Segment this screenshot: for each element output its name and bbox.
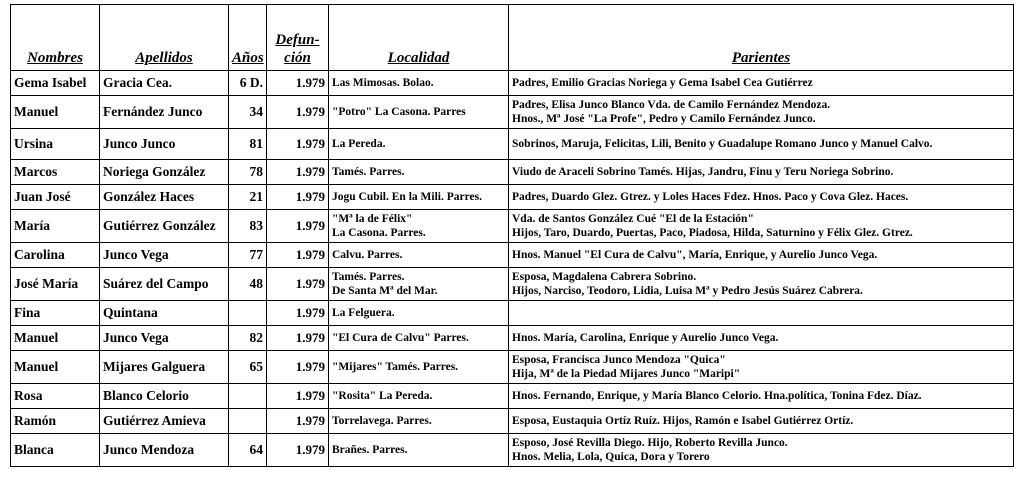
table-row: [11, 243, 1014, 268]
cell-anos: 6 D.: [229, 71, 267, 96]
header-parientes: Parientes: [509, 5, 1014, 71]
localidad-line: "Potro" La Casona. Parres: [332, 106, 466, 118]
cell-localidad: [329, 210, 509, 243]
header-defuncion-line1: Defun-: [275, 32, 320, 48]
cell-anos: 81: [229, 129, 267, 160]
table-row: [11, 210, 1014, 243]
cell-defuncion: 1.979: [267, 210, 329, 243]
cell-localidad: [329, 129, 509, 160]
cell-localidad: [329, 160, 509, 185]
table-row: [11, 351, 1014, 384]
table-row: [11, 160, 1014, 185]
parientes-line: Sobrinos, Maruja, Felicitas, Lili, Benito y Guadalupe Romano Junco y Manuel Calvo.: [512, 138, 933, 150]
parientes-line: Hnos., Mª José "La Profe", Pedro y Camilo Fernández Junco.: [512, 113, 816, 125]
header-localidad: Localidad: [329, 5, 509, 71]
cell-apellidos: Junco Vega: [100, 243, 229, 268]
cell-defuncion: 1.979: [267, 351, 329, 384]
cell-localidad: [329, 409, 509, 434]
parientes-line: Esposa, Eustaquia Ortíz Ruíz. Hijos, Ramón e Isabel Gutiérrez Ortíz.: [512, 415, 854, 427]
cell-parientes: [509, 185, 1014, 210]
cell-nombre: Blanca: [11, 434, 100, 467]
localidad-line: La Pereda.: [332, 138, 386, 150]
table-row: [11, 268, 1014, 301]
cell-anos: [229, 409, 267, 434]
cell-nombre: María: [11, 210, 100, 243]
death-register-table: [10, 4, 1014, 467]
cell-apellidos: Gutiérrez Amieva: [100, 409, 229, 434]
cell-defuncion: 1.979: [267, 409, 329, 434]
cell-anos: 21: [229, 185, 267, 210]
cell-defuncion: 1.979: [267, 243, 329, 268]
cell-anos: 77: [229, 243, 267, 268]
cell-parientes: [509, 71, 1014, 96]
cell-parientes: [509, 434, 1014, 467]
cell-nombre: Manuel: [11, 351, 100, 384]
parientes-line: Viudo de Araceli Sobrino Tamés. Hijas, Jandru, Finu y Teru Noriega Sobrino.: [512, 166, 894, 178]
localidad-line: Jogu Cubil. En la Mili. Parres.: [332, 191, 482, 203]
localidad-line: Las Mimosas. Bolao.: [332, 77, 434, 89]
cell-nombre: Manuel: [11, 96, 100, 129]
cell-localidad: [329, 185, 509, 210]
cell-localidad: [329, 326, 509, 351]
table-row: [11, 434, 1014, 467]
cell-nombre: Ramón: [11, 409, 100, 434]
cell-localidad: [329, 243, 509, 268]
cell-parientes: [509, 409, 1014, 434]
parientes-line: Padres, Emilio Gracias Noriega y Gema Isabel Cea Gutiérrez: [512, 77, 813, 89]
cell-parientes: [509, 384, 1014, 409]
cell-parientes: [509, 301, 1014, 326]
cell-anos: 78: [229, 160, 267, 185]
cell-parientes: [509, 268, 1014, 301]
cell-nombre: Fina: [11, 301, 100, 326]
cell-nombre: Gema Isabel: [11, 71, 100, 96]
cell-defuncion: 1.979: [267, 301, 329, 326]
localidad-line: Brañes. Parres.: [332, 444, 408, 456]
table-row: [11, 301, 1014, 326]
cell-defuncion: 1.979: [267, 71, 329, 96]
cell-defuncion: 1.979: [267, 160, 329, 185]
localidad-line: "Mª la de Félix": [332, 213, 413, 225]
cell-nombre: Ursina: [11, 129, 100, 160]
cell-defuncion: 1.979: [267, 326, 329, 351]
cell-defuncion: 1.979: [267, 268, 329, 301]
localidad-line: La Casona. Parres.: [332, 227, 426, 239]
cell-defuncion: 1.979: [267, 185, 329, 210]
cell-parientes: [509, 160, 1014, 185]
localidad-line: "El Cura de Calvu" Parres.: [332, 332, 469, 344]
header-anos: Años: [229, 5, 267, 71]
cell-parientes: [509, 210, 1014, 243]
cell-nombre: Carolina: [11, 243, 100, 268]
localidad-line: Calvu. Parres.: [332, 249, 403, 261]
cell-nombre: José María: [11, 268, 100, 301]
localidad-line: Tamés. Parres.: [332, 166, 405, 178]
cell-anos: 34: [229, 96, 267, 129]
cell-defuncion: 1.979: [267, 96, 329, 129]
cell-defuncion: 1.979: [267, 384, 329, 409]
localidad-line: "Rosita" La Pereda.: [332, 390, 433, 402]
cell-parientes: [509, 96, 1014, 129]
table-row: [11, 409, 1014, 434]
cell-apellidos: Junco Mendoza: [100, 434, 229, 467]
cell-apellidos: Fernández Junco: [100, 96, 229, 129]
table-row: [11, 129, 1014, 160]
cell-localidad: [329, 301, 509, 326]
cell-localidad: [329, 96, 509, 129]
parientes-line: Esposo, José Revilla Diego. Hijo, Roberto Revilla Junco.: [512, 437, 788, 449]
cell-apellidos: Blanco Celorio: [100, 384, 229, 409]
cell-apellidos: Suárez del Campo: [100, 268, 229, 301]
cell-apellidos: Gutiérrez González: [100, 210, 229, 243]
header-row: [11, 5, 1014, 71]
cell-apellidos: Gracia Cea.: [100, 71, 229, 96]
cell-apellidos: Junco Vega: [100, 326, 229, 351]
cell-anos: 48: [229, 268, 267, 301]
parientes-line: Hija, Mª de la Piedad Mijares Junco "Maripi": [512, 368, 741, 380]
localidad-line: De Santa Mª del Mar.: [332, 285, 438, 297]
parientes-line: Hnos. María, Carolina, Enrique y Aurelio Junco Vega.: [512, 332, 779, 344]
cell-parientes: [509, 351, 1014, 384]
table-row: [11, 96, 1014, 129]
table-row: [11, 71, 1014, 96]
localidad-line: Torrelavega. Parres.: [332, 415, 432, 427]
cell-anos: 82: [229, 326, 267, 351]
cell-parientes: [509, 243, 1014, 268]
table-row: [11, 384, 1014, 409]
localidad-line: "Mijares" Tamés. Parres.: [332, 361, 459, 373]
cell-defuncion: 1.979: [267, 129, 329, 160]
header-nombres: Nombres: [11, 5, 100, 71]
parientes-line: Hijos, Narciso, Teodoro, Lidia, Luisa Mª y Pedro Jesús Suárez Cabrera.: [512, 285, 863, 297]
cell-nombre: Manuel: [11, 326, 100, 351]
parientes-line: Hijos, Taro, Duardo, Puertas, Paco, Piadosa, Hilda, Saturnino y Félix Glez. Gtrez.: [512, 227, 913, 239]
cell-localidad: [329, 71, 509, 96]
cell-defuncion: 1.979: [267, 434, 329, 467]
cell-nombre: Marcos: [11, 160, 100, 185]
cell-nombre: Rosa: [11, 384, 100, 409]
cell-anos: 83: [229, 210, 267, 243]
table-row: [11, 326, 1014, 351]
cell-nombre: Juan José: [11, 185, 100, 210]
cell-anos: 65: [229, 351, 267, 384]
localidad-line: La Felguera.: [332, 307, 395, 319]
cell-localidad: [329, 384, 509, 409]
cell-apellidos: Noriega González: [100, 160, 229, 185]
parientes-line: Hnos. Melia, Lola, Quica, Dora y Torero: [512, 451, 710, 463]
cell-anos: [229, 384, 267, 409]
cell-parientes: [509, 326, 1014, 351]
parientes-line: Padres, Elisa Junco Blanco Vda. de Camilo Fernández Mendoza.: [512, 99, 831, 111]
header-defuncion-line2: ción: [284, 50, 311, 66]
cell-anos: 64: [229, 434, 267, 467]
localidad-line: Tamés. Parres.: [332, 271, 405, 283]
header-apellidos: Apellidos: [100, 5, 229, 71]
cell-localidad: [329, 434, 509, 467]
parientes-line: Hnos. Manuel "El Cura de Calvu", María, Enrique, y Aurelio Junco Vega.: [512, 249, 878, 261]
cell-localidad: [329, 351, 509, 384]
cell-localidad: [329, 268, 509, 301]
cell-apellidos: Mijares Galguera: [100, 351, 229, 384]
cell-apellidos: Quintana: [100, 301, 229, 326]
table-row: [11, 185, 1014, 210]
header-defuncion: [267, 5, 329, 71]
parientes-line: Hnos. Fernando, Enrique, y María Blanco Celorio. Hna.política, Tonina Fdez. Díaz.: [512, 390, 922, 402]
cell-anos: [229, 301, 267, 326]
parientes-line: Esposa, Francisca Junco Mendoza "Quica": [512, 354, 726, 366]
parientes-line: Vda. de Santos González Cué "El de la Estación": [512, 213, 754, 225]
parientes-line: Esposa, Magdalena Cabrera Sobrino.: [512, 271, 697, 283]
cell-apellidos: González Haces: [100, 185, 229, 210]
cell-apellidos: Junco Junco: [100, 129, 229, 160]
cell-parientes: [509, 129, 1014, 160]
parientes-line: Padres, Duardo Glez. Gtrez. y Loles Haces Fdez. Hnos. Paco y Cova Glez. Haces.: [512, 191, 909, 203]
